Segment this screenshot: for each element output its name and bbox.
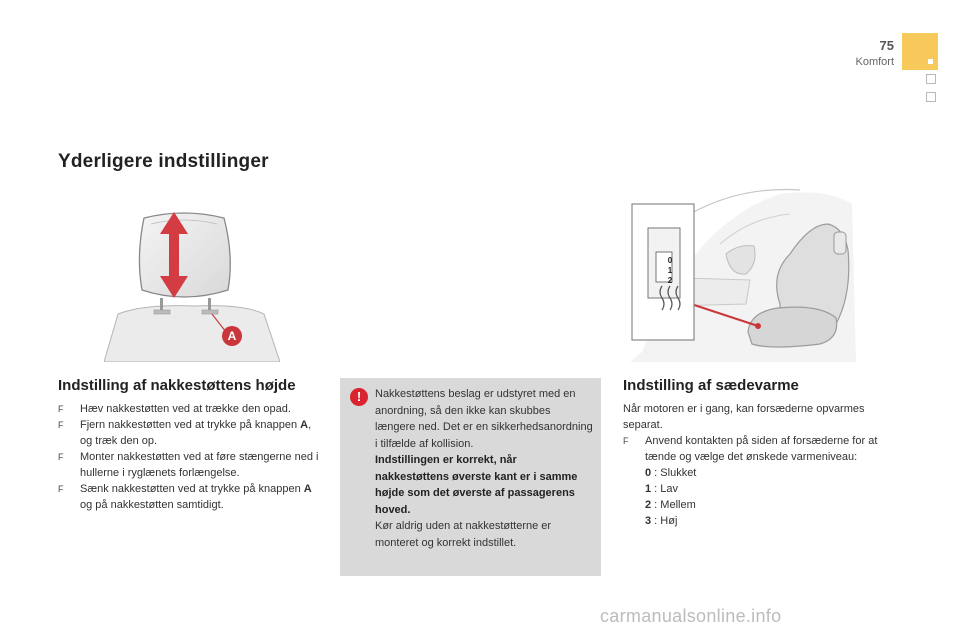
level-row: 0 : Slukket (645, 467, 697, 479)
chapter-tab-empty-2[interactable] (926, 92, 936, 102)
bullet-icon: F (58, 404, 64, 414)
warning-text: Nakkestøttens beslag er udstyret med en anordning, så den ikke kan skubbes længere ned. Det er en sikkerhedsanordning i tilfælde af kollision. Indstillingen er korrekt, når nakkestøttens øverste kant er i samme højde som det øverste af passagerens hoved. Kør aldrig uden at nakkestøtterne er monteret og korrekt indstillet. (375, 388, 593, 549)
headrest-step-3: F Monter nakkestøtten ved at føre stængerne ned i hullerne i ryglænets forlængelse. (58, 451, 319, 479)
tab-marker (928, 59, 933, 64)
level-row: 2 : Mellem (645, 499, 696, 511)
seat-heating-levels (623, 465, 885, 529)
page-number: 75 (879, 38, 894, 53)
chapter-tab[interactable] (902, 33, 938, 70)
level-row: 3 : Høj (645, 515, 678, 527)
bullet-icon: F (58, 452, 64, 462)
seat-heating-heading: Indstilling af sædevarme (623, 377, 799, 394)
page-title: Yderligere indstillinger (58, 151, 269, 172)
seat-heating-step: F Anvend kontakten på siden af forsæderne for at tænde og vælge det ønskede varmeniveau: (623, 435, 878, 463)
headrest-illustration (104, 206, 280, 362)
headrest-steps (58, 401, 320, 513)
chapter-tab-empty-1[interactable] (926, 74, 936, 84)
bullet-icon: F (58, 420, 64, 430)
warning-box (340, 378, 601, 576)
heater-dial-labels: 0 1 2 (667, 256, 673, 285)
headrest-step-2: F Fjern nakkestøtten ved at trykke på knappen A, og træk den op. (58, 419, 312, 447)
seat-heating-text: Når motoren er i gang, kan forsæderne opvarmes separat. F Anvend kontakten på siden af forsæderne for at tænde og vælge det ønskede varmeniveau: 0 : Slukket 1 : Lav 2 : Mellem 3 : Høj (623, 401, 885, 529)
chapter-title: Komfort (855, 56, 894, 68)
warning-icon: ! (350, 388, 368, 406)
level-row: 1 : Lav (645, 483, 679, 495)
bullet-icon: F (58, 484, 64, 494)
headrest-step-1: F Hæv nakkestøtten ved at trække den opad. (58, 403, 291, 415)
bullet-icon: F (623, 436, 629, 446)
headrest-step-4: F Sænk nakkestøtten ved at trykke på knappen A og på nakkestøtten samtidigt. (58, 483, 312, 511)
footer-watermark[interactable]: carmanualsonline.info (600, 606, 782, 626)
button-a-marker: A (222, 326, 242, 346)
headrest-heading: Indstilling af nakkestøttens højde (58, 377, 296, 394)
